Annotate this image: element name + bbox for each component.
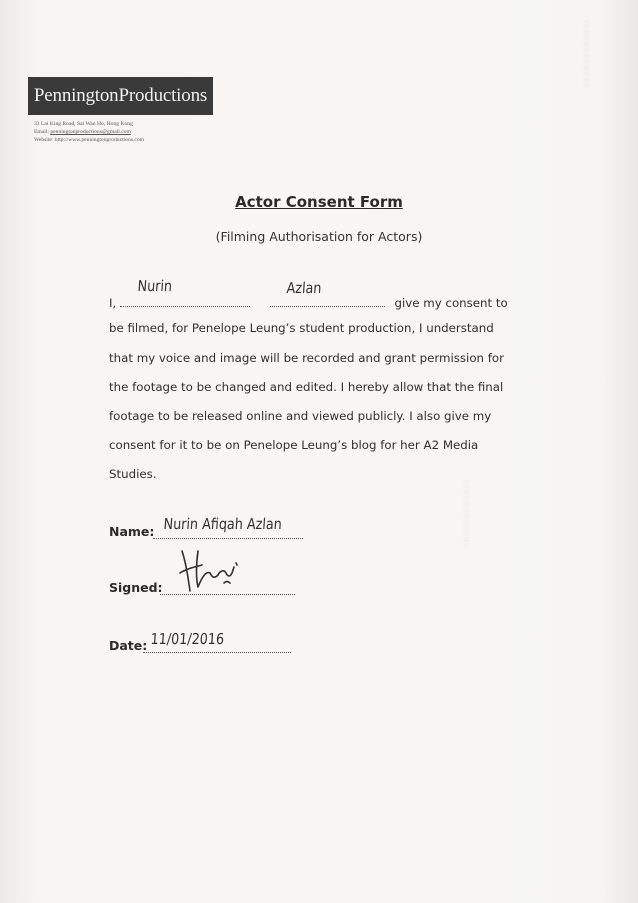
company-logo: PenningtonProductions xyxy=(28,77,213,115)
company-email-row xyxy=(34,128,274,136)
date-label: Date: xyxy=(109,638,148,653)
consent-text-line: consent for it to be on Penelope Leung’s blog for her A2 Media xyxy=(109,438,479,452)
consent-text-line: Studies. xyxy=(109,467,157,481)
website-label: Website: xyxy=(34,137,54,143)
intro-prefix: I, xyxy=(109,296,117,310)
signed-label: Signed: xyxy=(109,580,163,595)
name-label: Name: xyxy=(109,524,155,539)
consent-text-line: that my voice and image will be recorded and grant permission for xyxy=(109,351,504,365)
handwritten-signature xyxy=(176,543,246,595)
date-handwritten: 11/01/2016 xyxy=(150,630,225,648)
email-link[interactable]: penningtonproductions@gmail.com xyxy=(50,129,131,135)
form-subtitle: (Filming Authorisation for Actors) xyxy=(215,229,423,244)
consent-text-line: the footage to be changed and edited. I hereby allow that the final xyxy=(109,380,504,394)
intro-suffix: give my consent to xyxy=(394,296,508,310)
name-field[interactable] xyxy=(153,537,303,539)
company-contact-block xyxy=(34,120,274,144)
last-name-handwritten: Azlan xyxy=(286,279,323,297)
first-name-handwritten: Nurin xyxy=(137,277,173,295)
date-field[interactable] xyxy=(143,651,291,653)
name-handwritten: Nurin Afiqah Azlan xyxy=(163,515,283,533)
company-address: 33 Lai King Road, Sai Wan Ho, Hong Kong xyxy=(34,121,133,127)
bleed-through-texture: ||||||||||||||||||||||||||||||||||||||||||||||||||||||||| xyxy=(583,20,589,89)
consent-text-line: footage to be released online and viewed publicly. I also give my xyxy=(109,409,492,423)
website-link[interactable]: http://www.penningtonproductions.com xyxy=(54,137,144,143)
form-title: Actor Consent Form xyxy=(235,193,403,211)
email-label: Email: xyxy=(34,129,49,135)
bleed-through-texture: ||||||||||||||||||||||||||||||||||||||||||||||||||||||||| xyxy=(463,480,469,549)
company-website-row xyxy=(34,136,274,144)
consent-text-line: be filmed, for Penelope Leung’s student production, I understand xyxy=(109,321,494,335)
